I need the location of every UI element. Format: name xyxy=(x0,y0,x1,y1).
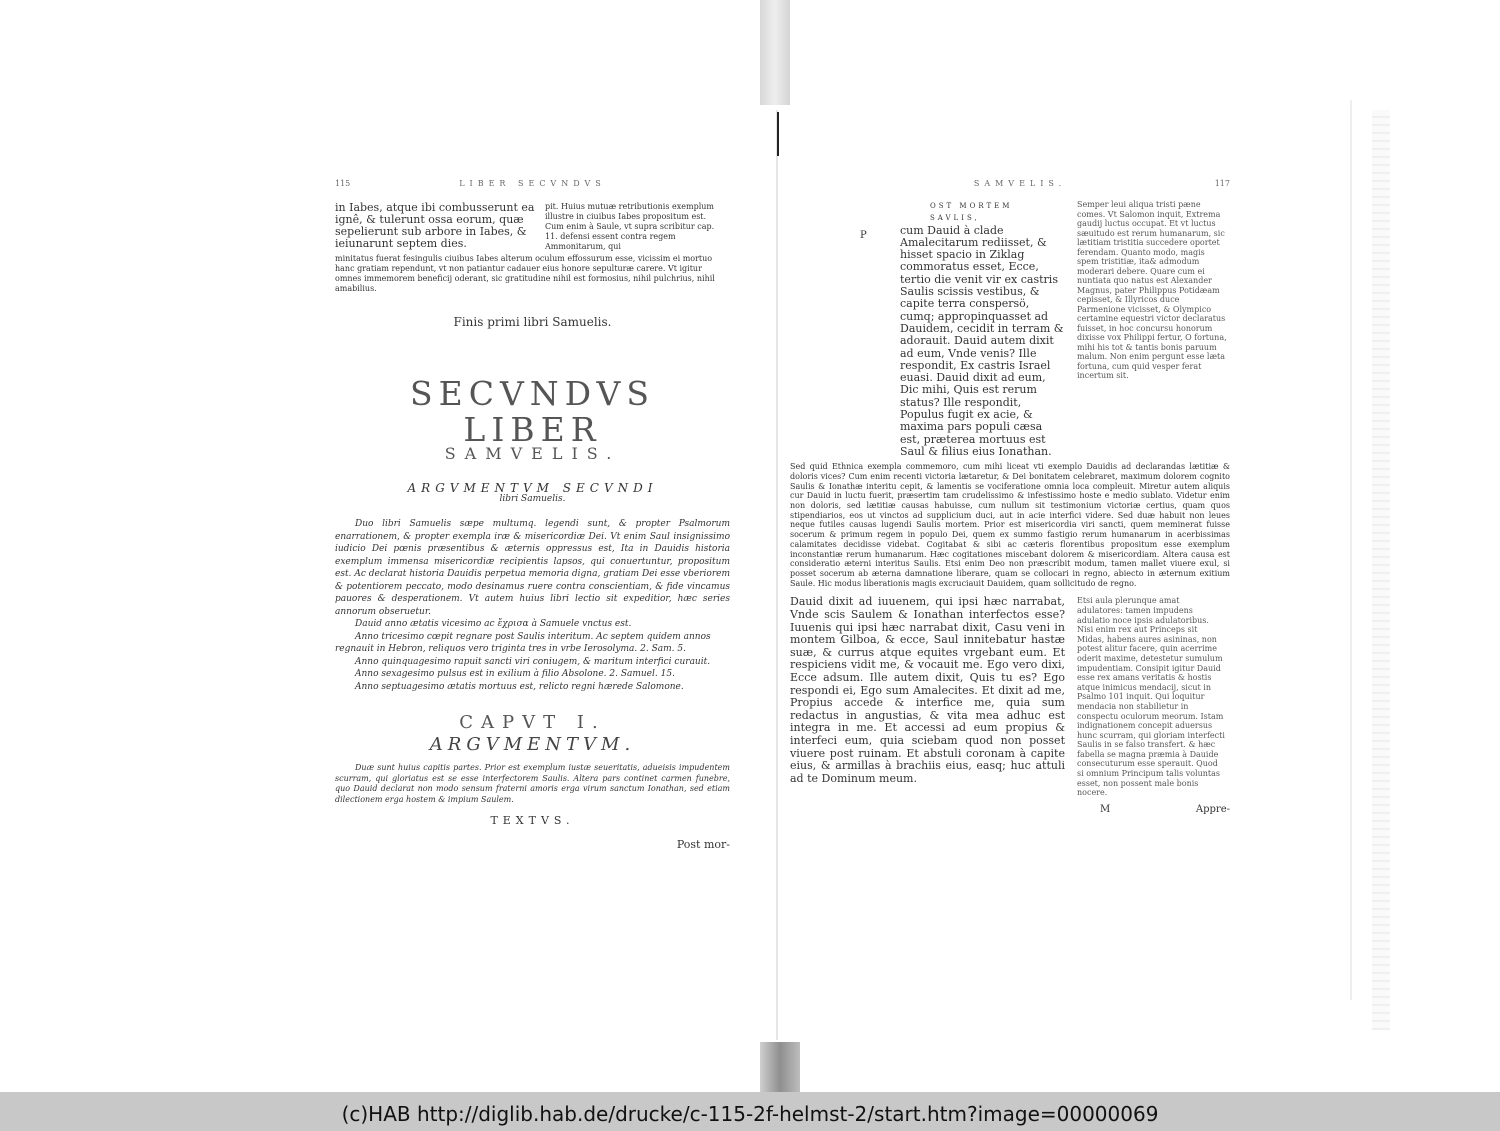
chapter-heading: CAPVT I. xyxy=(459,712,606,733)
left-running-head xyxy=(335,178,730,190)
right-commentary-wide: Sed quid Ethnica exempla commemoro, cum mihi liceat vti exemplo Dauidis ad declarandas lætitiæ & doloris vices? Cum enim recenti victoria lætaretur, & Dei bonitatem celebraret, maximum dolorem cognito Saulis & Ionathæ interitu cepit, & lamentis se vociferatione omnia loca compleuit. Miretur autem aliquis cur Dauid in luctu fuerit, præsertim tam crudelissimo & infestissimo hoste e medio sublato. Videtur enim non doloris, sed lætitiæ causas habuisse, cum nullum sit testimonium victoriæ certius, quam quos stipendiarios, eos ut vinctos ad supplicium duci, aut in acie interfici videre. Sed duæ habuit non leues neque futiles causas lugendi Saulis mortem. Prior est misericordia viri sancti, quem meminerat fuisse socerum & primum regem in populo Dei, quem ex summo fastigio rerum humanarum in acerbissimas calamitates decidisse videbat. Cogitabat & sibi ac cæteris florentibus propositum esse exemplum inconstantiæ rerum humanarum. Hæc cogitationes miscebant dolorem & misericordiam. Altera causa est consideratio æterni interitus Saulis. Etsi enim Deo non præscribit modum, tamen mallet viuere exul, si posset socerum ab æterna damnatione liberare, quam se collocari in regno, abiecto in æternum exitium Saule. Hic modus liberationis magis excruciauit Dauidem, quam sollicitudo de regno. xyxy=(790,462,1230,588)
chronology-item: Anno quinquagesimo rapuit sancti viri coniugem, & maritum interfici curauit. xyxy=(355,656,711,667)
right-top-columns xyxy=(790,200,1230,458)
credit-url: (c)HAB http://diglib.hab.de/drucke/c-115-2f-helmst-2/start.htm?image=00000069 xyxy=(341,1102,1159,1126)
left-commentary-wide: minitatus fuerat fesingulis ciuibus Iabes alterum oculum effossurum esse, vicissim ei mortuo hanc gratiam rependunt, vt non patiantur cadauer eius honore sepulturæ carere. Vt igitur omnes immemorem beneficij oderant, sic gratitudine nihil est formosius, nihil pulchrius, nihil amabilius. xyxy=(335,254,715,293)
chronology-list xyxy=(335,618,730,693)
argumentum-subheading: libri Samuelis. xyxy=(499,494,566,504)
left-page xyxy=(335,178,730,851)
page-edge-line xyxy=(1350,100,1352,1000)
gutter-shadow-bottom xyxy=(760,1042,800,1092)
drop-capital: P xyxy=(860,230,867,241)
left-page-number: 115 xyxy=(335,179,351,188)
left-commentary-text: pit. Huius mutuæ retributionis exemplum illustre in ciuibus Iabes propositum est. Cum enim à Saule, vt supra scribitur cap. 11. defensi essent contra regem Ammonitarum, qui xyxy=(545,202,715,251)
gutter-fold xyxy=(776,110,778,1040)
book-title: SECVNDVS LIBER xyxy=(410,374,655,449)
chronology-item: Anno sexagesimo pulsus est in exilium à filio Absolone. 2. Samuel. 15. xyxy=(355,669,675,679)
argumentum-heading: ARGVMENTVM SECVNDI xyxy=(407,481,658,495)
finis-line: Finis primi libri Samuelis. xyxy=(453,315,612,329)
chronology-item: Anno tricesimo cœpit regnare post Saulis interitum. Ac septem quidem annos regnauit in Hebron, reliquos vero triginta tres in vrbe Ierosolyma. 2. Sam. 5. xyxy=(335,631,711,654)
left-running-title: LIBER SECVNDVS xyxy=(459,179,606,188)
argumentum-paragraph: Duo libri Samuelis sæpe multumq. legendi sunt, & propter Psalmorum enarrationem, & propter exempla iræ & misericordiæ Dei. Vt enim Saul insignissimo iudicio Dei pœnis præsentibus & æternis oppressus est, Ita in Dauidis historia exemplum immensa misericordiæ recipientis lapsos, qui conuertuntur, propositum est. Ac declarat historia Dauidis perpetua memoria digna, gratiam Dei esse vberiorem & potentiorem peccato, modo desinamus ruere contra conscientiam, & fide vincamus pauores & desperationem. Vt autem huius libri lectio sit expeditior, hæc series annorum obseruetur. xyxy=(335,519,730,617)
chapter-argumentum-text: Duæ sunt huius capitis partes. Prior est exemplum iustæ seueritatis, adueisis impudentem scurram, qui gloriatus est se esse interfectorem Saulis. Altera pars continet carmen funebre, quo Dauid declarat non modo sensum fraterni amoris erga virum sanctum Ionathan, sed etiam dilectionem erga hostem & impium Saulem. xyxy=(335,763,730,804)
left-main-text: in Iabes, atque ibi combusserunt ea ignê, & tulerunt ossa eorum, quæ sepelierunt sub arbore in Iabes, & ieiunarunt septem dies. xyxy=(335,201,535,250)
right-catchword: Appre- xyxy=(1195,803,1230,815)
right-commentary-1: Semper leui aliqua tristi pæne comes. Vt Salomon inquit, Extrema gaudij luctus occupat. Et vt luctus sæuitudo est rerum humanarum, sic lætitiam tristitia succedere oportet ferendam. Quanto modo, magis spem tristitiæ, ita& admodum moderari debere. Quare cum ei nuntiata quo natus est Alexander Magnus, pater Philippus Potidæam cepisset, & Illyricos duce Parmenione vicisset, & Olympico certamine equestri victor declaratus fuisset, in hoc concursu honorum dixisse vox Philippi fertur, O fortuna, mihi his tot & tantis bonis paruum malum. Non enim pergunt esse læta fortuna, cum quid vesper ferat incertum sit. xyxy=(1077,200,1227,380)
right-running-head xyxy=(790,178,1230,190)
textus-heading: TEXTVS. xyxy=(490,814,575,827)
right-footer-line xyxy=(790,804,1230,820)
gutter-shadow-top xyxy=(760,0,790,105)
gutter-binding-mark xyxy=(777,112,779,156)
right-main-paragraph-1: cum Dauid à clade Amalecitarum rediisset, & hisset spacio in Ziklag commoratus esset, Ecce, tertio die venit vir ex castris Saulis scissis vestibus, & capite terra conspersö, cumq; appropinquasset ad Dauidem, cecidit in terram & adorauit. Dauid autem dixit ad eum, Vnde venis? Ille respondit, Ex castris Israel euasi. Dauid dixit ad eum, Dic mihi, Quis est rerum status? Ille respondit, Populus fugit ex acie, & maxima pars populi cæsa est, præterea mortuus est Saul & filius eius Ionathan. xyxy=(900,223,1064,458)
chronology-item: Dauid anno ætatis vicesimo ac ἔχρισα à Samuele vnctus est. xyxy=(355,619,632,629)
left-two-column-block xyxy=(335,202,730,252)
opening-words: OST MORTEM SAVLIS, xyxy=(930,202,1013,223)
right-running-title: SAMVELIS. xyxy=(973,179,1067,188)
right-page-number: 117 xyxy=(1214,179,1230,188)
book-subtitle: SAMVELIS. xyxy=(444,444,621,463)
chronology-item: Anno septuagesimo ætatis mortuus est, relicto regni hærede Salomone. xyxy=(355,681,684,692)
signature-mark: M xyxy=(1100,803,1111,815)
page-edge-stack xyxy=(1372,110,1390,1030)
right-page xyxy=(790,178,1230,820)
right-bottom-columns xyxy=(790,596,1230,797)
right-main-text-1 xyxy=(790,200,1065,458)
right-commentary-2: Etsi aula plerunque amat adulatores: tamen impudens adulatio noce ipsis adulatoribus. Nisi enim rex aut Princeps sit Midas, habens aures asininas, non potest alitur facere, quin acerrime oderit maxime, detestetur sumulum impudentiam. Consipit igitur Dauid esse rex amans veritatis & hostis atque inimicus mendacij, sicut in Psalmo 101 inquit. Qui loquitur mendacia non stabilietur in conspectu oculorum meorum. Istam indignationem concepit aduersus hunc scurram, qui gloriam interfecti Saulis in se falso transfert. & hæc fabella se magna præmia à Dauide consecuturum esse sperauit. Quod si omnium Principum talis voluntas esset, non possent male bonis nocere. xyxy=(1077,596,1225,798)
left-catchword: Post mor- xyxy=(676,838,730,851)
chapter-argumentum-heading: ARGVMENTVM. xyxy=(429,734,636,755)
right-main-paragraph-2: Dauid dixit ad iuuenem, qui ipsi hæc narrabat, Vnde scis Saulem & Ionathan interfectos esse? Iuuenis qui ipsi hæc narrabat dixit, Casu veni in montem Gilboa, & ecce, Saul innitebatur hastæ suæ, & currus atque equites vrgebant eum. Et respiciens vidit me, & vocauit me. Ego vero dixi, Ecce adsum. Ille autem dixit, Quis tu es? Ego respondi ei, Ego sum Amalecites. Et dixit ad me, Propius accede & interfice me, quia sum redactus in angustias, & vita mea adhuc est integra in me. Et accessi ad eum propius & interfeci eum, quia sciebam quod non posset viuere post ruinam. Et abstuli coronam à capite eius, & armillas à brachiis eius, easq; huc attuli ad te Dominum meum. xyxy=(790,595,1065,785)
